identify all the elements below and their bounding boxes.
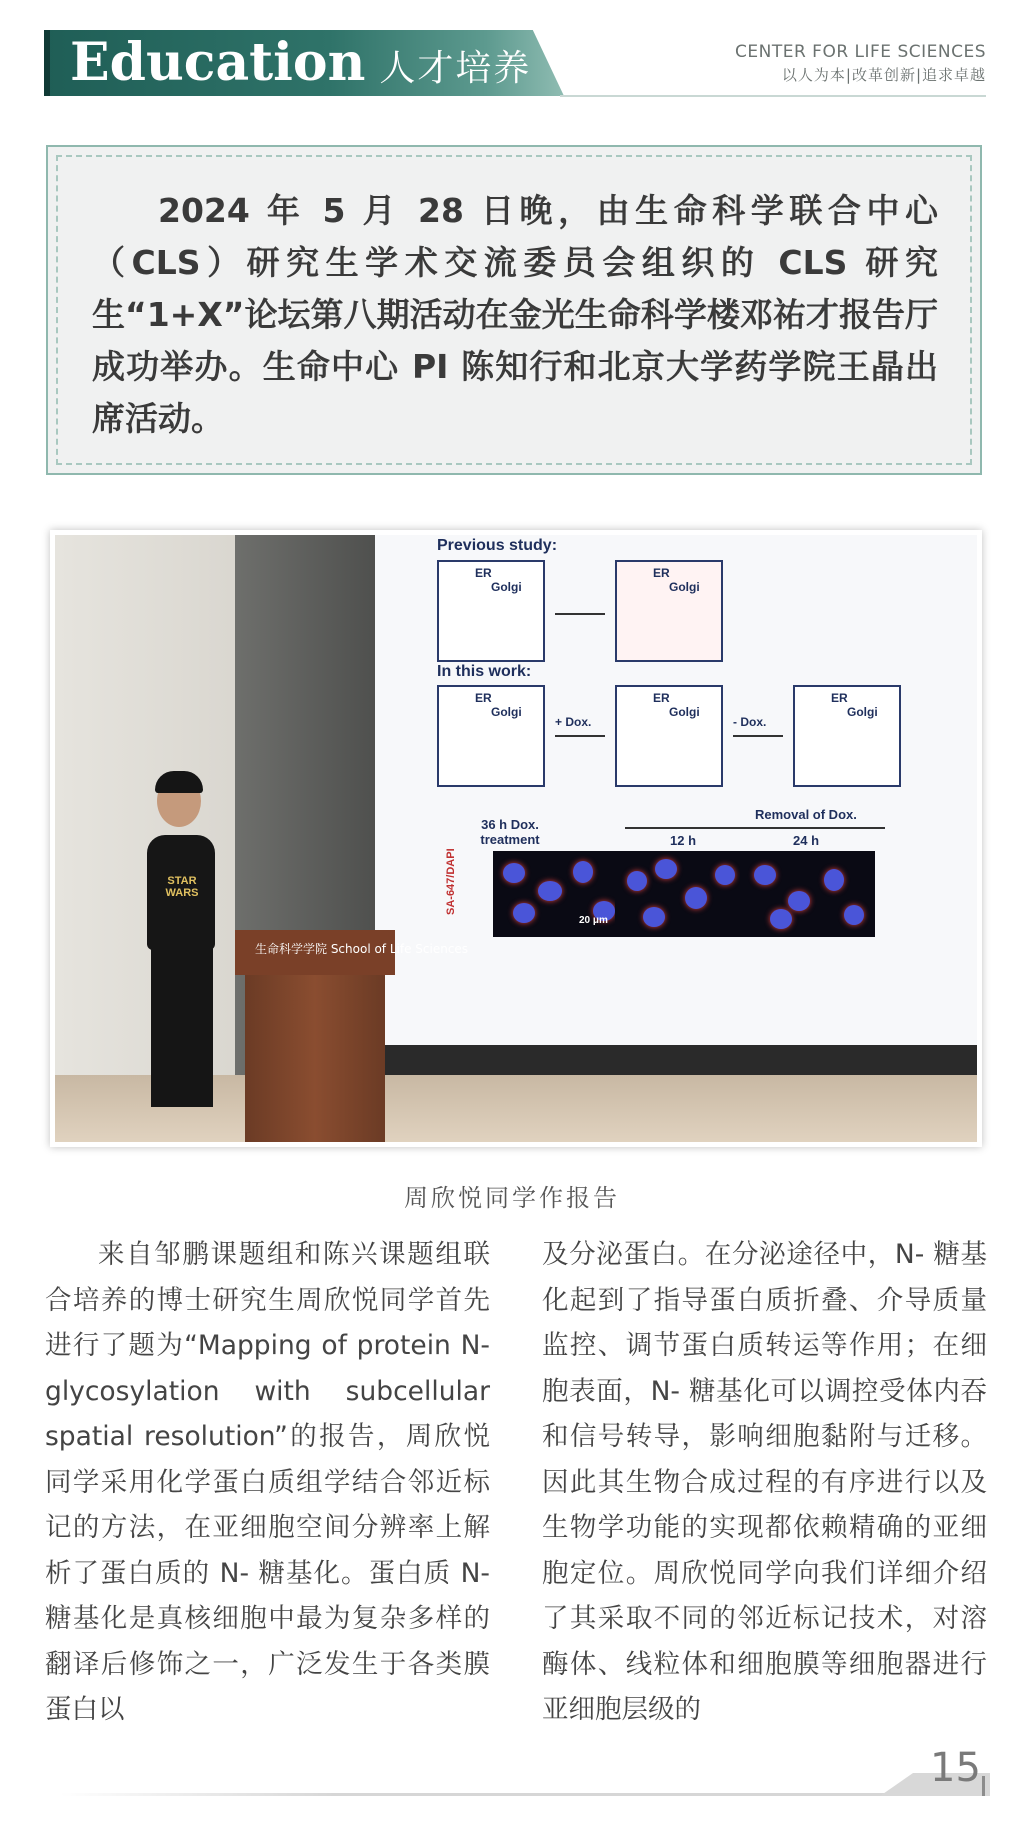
slide-this-work: In this work: [437,663,532,680]
slide-plus-dox: + Dox. [555,715,592,729]
header-accent-bar [44,30,50,96]
footer-rule [60,1793,980,1796]
slide-golgi-label: Golgi [669,705,700,719]
slide-golgi-label: Golgi [669,580,700,594]
slide-cell-diagram [437,560,545,662]
page-number-tick [982,1776,985,1796]
slide-cell-diagram [437,685,545,787]
slide-er-label: ER [653,691,670,705]
org-name: CENTER FOR LIFE SCIENCES [735,42,986,62]
speaker-legs [151,947,213,1107]
org-motto: 以人为本|改革创新|追求卓越 [781,66,986,84]
slide-er-label: ER [475,691,492,705]
event-photo [50,530,982,1147]
slide-golgi-label: Golgi [491,705,522,719]
slide-er-label: ER [475,566,492,580]
section-title-en: Education [70,32,366,93]
speaker-hair [155,771,203,793]
slide-12h-label: 12 h [670,833,697,848]
body-column-right: 及分泌蛋白。在分泌途径中，N- 糖基化起到了指导蛋白质折叠、介导质量监控、调节蛋白质转运等作用；在细胞表面，N- 糖基化可以调控受体内吞和信号转导，影响细胞黏附与迁移。因此其生物合成过程的有序进行以及生物学功能的实现都依赖精确的亚细胞定位。周欣悦同学向我们详细介绍了其采取不同的邻近标记技术，对溶酶体、线粒体和细胞膜等细胞器进行亚细胞层级的 [542,1239,987,1725]
podium-label: 生命科学学院 School of Life Sciences [255,942,469,956]
slide-24h-label: 24 h [793,833,820,848]
section-title [70,30,531,96]
slide-cell-diagram-red [615,560,723,662]
slide-arrow [555,613,605,615]
slide-er-label: ER [831,691,848,705]
slide-36h-label: 36 h Dox. treatment [480,817,540,847]
slide-arrow [733,735,783,737]
slide-golgi-label: Golgi [491,580,522,594]
photo-wall [55,535,245,1075]
slide-removal-line [625,827,885,829]
slide-cell-diagram [615,685,723,787]
stage-edge [375,1045,977,1075]
slide-minus-dox: - Dox. [733,715,767,729]
speaker-body [147,835,215,950]
intro-text: 2024 年 5 月 28 日晚，由生命科学联合中心（CLS）研究生学术交流委员会组织的 CLS 研究生“1+X”论坛第八期活动在金光生命科学楼邓祐才报告厅成功举办。生命中心 PI 陈知行和北京大学药学院王晶出席活动。 [92,191,938,438]
scale-bar-label: 20 μm [579,915,608,926]
header-rule [560,95,986,97]
intro-box [46,145,982,475]
micrograph-36h [493,851,628,937]
slide-cell-diagram [793,685,901,787]
speaker-shirt-text: STAR WARS [165,875,199,899]
photo-caption: 周欣悦同学作报告 [404,1184,620,1212]
slide-er-label: ER [653,566,670,580]
body-column-left: 来自邹鹏课题组和陈兴课题组联合培养的博士研究生周欣悦同学首先进行了题为“Mapping of protein N-glycosylation with subcellular spatial resolution”的报告，周欣悦同学采用化学蛋白质组学结合邻近标记的方法，在亚细胞空间分辨率上解析了蛋白质的 N- 糖基化。蛋白质 N- 糖基化是真核细胞中最为复杂多样的翻译后修饰之一，广泛发生于各类膜蛋白以 [45,1239,490,1725]
slide-previous-study: Previous study: [437,537,558,554]
section-title-zh: 人才培养 [379,48,532,89]
slide-removal-label: Removal of Dox. [755,807,857,822]
slide-golgi-label: Golgi [847,705,878,719]
micrograph-12h [615,851,750,937]
photo-scene [55,535,977,1142]
projection-screen [375,535,977,1045]
slide-arrow [555,735,605,737]
header-org [735,42,986,85]
micrograph-24h [740,851,875,937]
page-number: 15 [930,1745,981,1791]
slide-stain-label: SA-647/DAPI [445,848,457,915]
